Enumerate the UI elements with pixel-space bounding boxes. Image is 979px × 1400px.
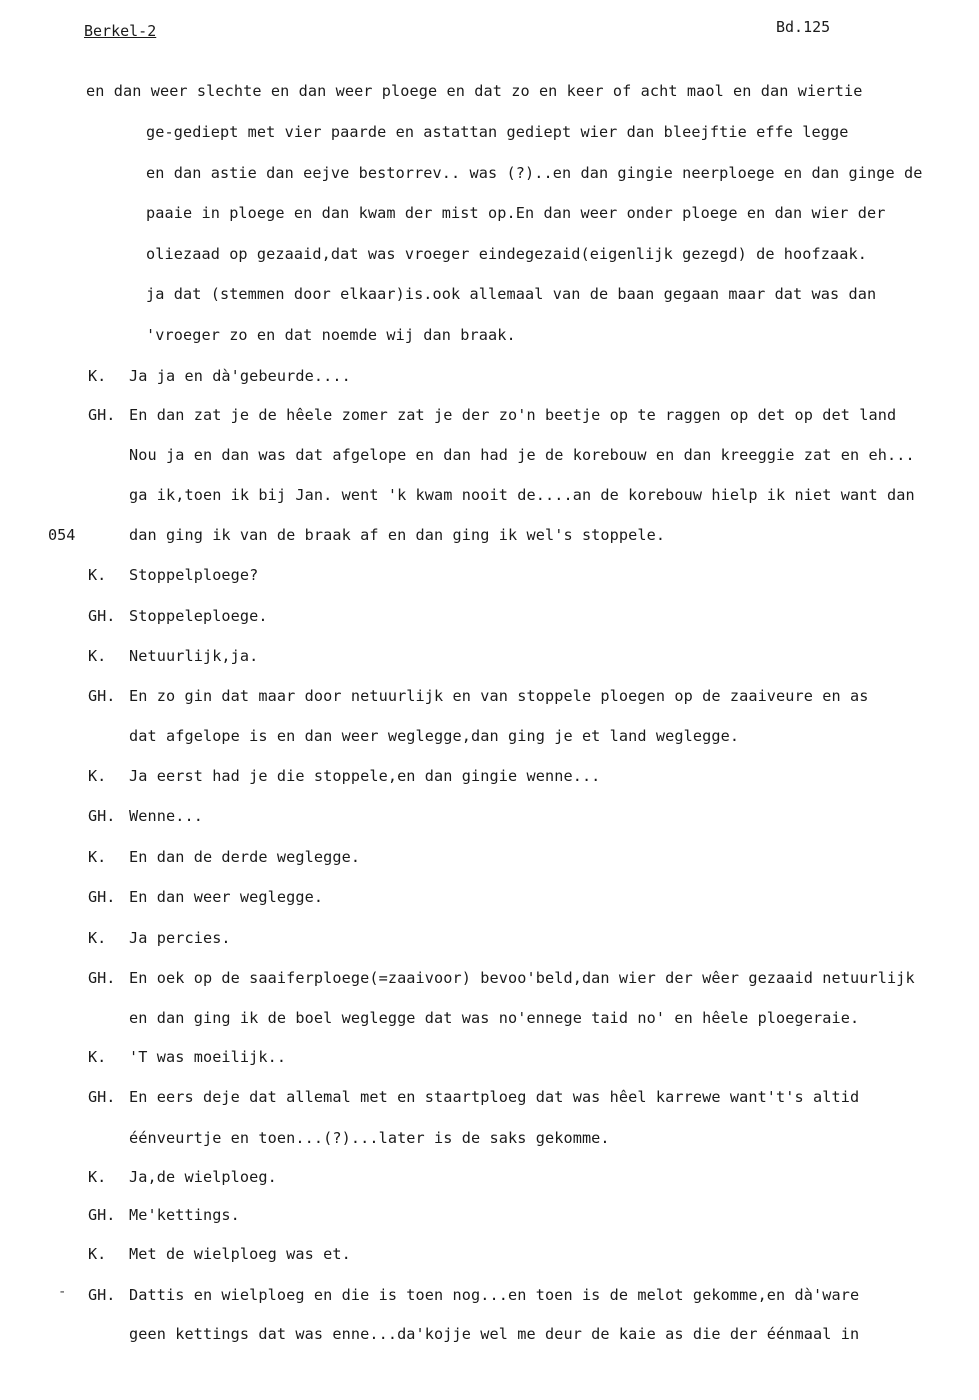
transcript-line: ge-gediept met vier paarde en astattan gediept wier dan bleejftie effe legge	[146, 123, 849, 141]
transcript-line: En dan zat je de hêele zomer zat je der zo'n beetje op te raggen op det op det land	[129, 406, 897, 424]
transcript-line: geen kettings dat was enne...da'kojje wel me deur de kaie as die der éénmaal in	[129, 1325, 860, 1343]
transcript-line: Stoppelploege?	[129, 566, 259, 584]
transcript-line: Ja eerst had je die stoppele,en dan gingie wenne...	[129, 767, 601, 785]
transcript-line: Stoppeleploege.	[129, 607, 268, 625]
margin-counter: 054	[48, 526, 76, 544]
transcript-line: en dan ging ik de boel weglegge dat was no'ennege taid no' en hêele ploegeraie.	[129, 1009, 860, 1027]
transcript-line: dan ging ik van de braak af en dan ging ik wel's stoppele.	[129, 526, 666, 544]
transcript-line: ja dat (stemmen door elkaar)is.ook allemaal van de baan gegaan maar dat was dan	[146, 285, 877, 303]
speaker-label: GH.	[88, 687, 116, 705]
speaker-label: K.	[88, 848, 107, 866]
speaker-label: K.	[88, 566, 107, 584]
margin-dash: -	[58, 1284, 67, 1300]
transcript-line: Ja,de wielploeg.	[129, 1168, 277, 1186]
transcript-line: En dan weer weglegge.	[129, 888, 324, 906]
transcript-line: Wenne...	[129, 807, 203, 825]
transcript-line: paaie in ploege en dan kwam der mist op.En dan weer onder ploege en dan wier der	[146, 204, 886, 222]
speaker-label: GH.	[88, 1206, 116, 1224]
transcript-line: En dan de derde weglegge.	[129, 848, 361, 866]
transcript-line: Met de wielploeg was et.	[129, 1245, 351, 1263]
speaker-label: K.	[88, 1168, 107, 1186]
transcript-line: 'vroeger zo en dat noemde wij dan braak.	[146, 326, 516, 344]
page-reference: Bd.125	[776, 18, 831, 36]
transcript-line: En oek op de saaiferploege(=zaaivoor) bevoo'beld,dan wier der wêer gezaaid netuurlijk	[129, 969, 915, 987]
transcript-line: Ja percies.	[129, 929, 231, 947]
transcript-line: Ja ja en dà'gebeurde....	[129, 367, 351, 385]
speaker-label: K.	[88, 929, 107, 947]
transcript-line: Nou ja en dan was dat afgelope en dan had je de korebouw en dan kreeggie zat en eh...	[129, 446, 915, 464]
document-title: Berkel-2	[84, 22, 157, 40]
speaker-label: K.	[88, 1048, 107, 1066]
speaker-label: GH.	[88, 888, 116, 906]
speaker-label: K.	[88, 367, 107, 385]
transcript-line: en dan weer slechte en dan weer ploege en dat zo en keer of acht maol en dan wiertie	[86, 82, 863, 100]
transcript-line: ga ik,toen ik bij Jan. went 'k kwam nooit de....an de korebouw hielp ik niet want dan	[129, 486, 915, 504]
speaker-label: K.	[88, 647, 107, 665]
speaker-label: K.	[88, 1245, 107, 1263]
speaker-label: GH.	[88, 1286, 116, 1304]
speaker-label: GH.	[88, 607, 116, 625]
transcript-line: éénveurtje en toen...(?)...later is de saks gekomme.	[129, 1129, 610, 1147]
speaker-label: GH.	[88, 969, 116, 987]
transcript-line: en dan astie dan eejve bestorrev.. was (?)..en dan gingie neerploege en dan ginge de	[146, 164, 923, 182]
transcript-line: Dattis en wielploeg en die is toen nog...en toen is de melot gekomme,en dà'ware	[129, 1286, 860, 1304]
speaker-label: GH.	[88, 1088, 116, 1106]
transcript-line: En zo gin dat maar door netuurlijk en van stoppele ploegen op de zaaiveure en as	[129, 687, 869, 705]
speaker-label: GH.	[88, 406, 116, 424]
speaker-label: GH.	[88, 807, 116, 825]
transcript-line: En eers deje dat allemal met en staartploeg dat was hêel karrewe want't's altid	[129, 1088, 860, 1106]
transcript-line: 'T was moeilijk..	[129, 1048, 287, 1066]
transcript-line: Me'kettings.	[129, 1206, 240, 1224]
speaker-label: K.	[88, 767, 107, 785]
transcript-line: dat afgelope is en dan weer weglegge,dan ging je et land weglegge.	[129, 727, 740, 745]
transcript-line: Netuurlijk,ja.	[129, 647, 259, 665]
transcript-line: oliezaad op gezaaid,dat was vroeger eindegezaid(eigenlijk gezegd) de hoofzaak.	[146, 245, 868, 263]
